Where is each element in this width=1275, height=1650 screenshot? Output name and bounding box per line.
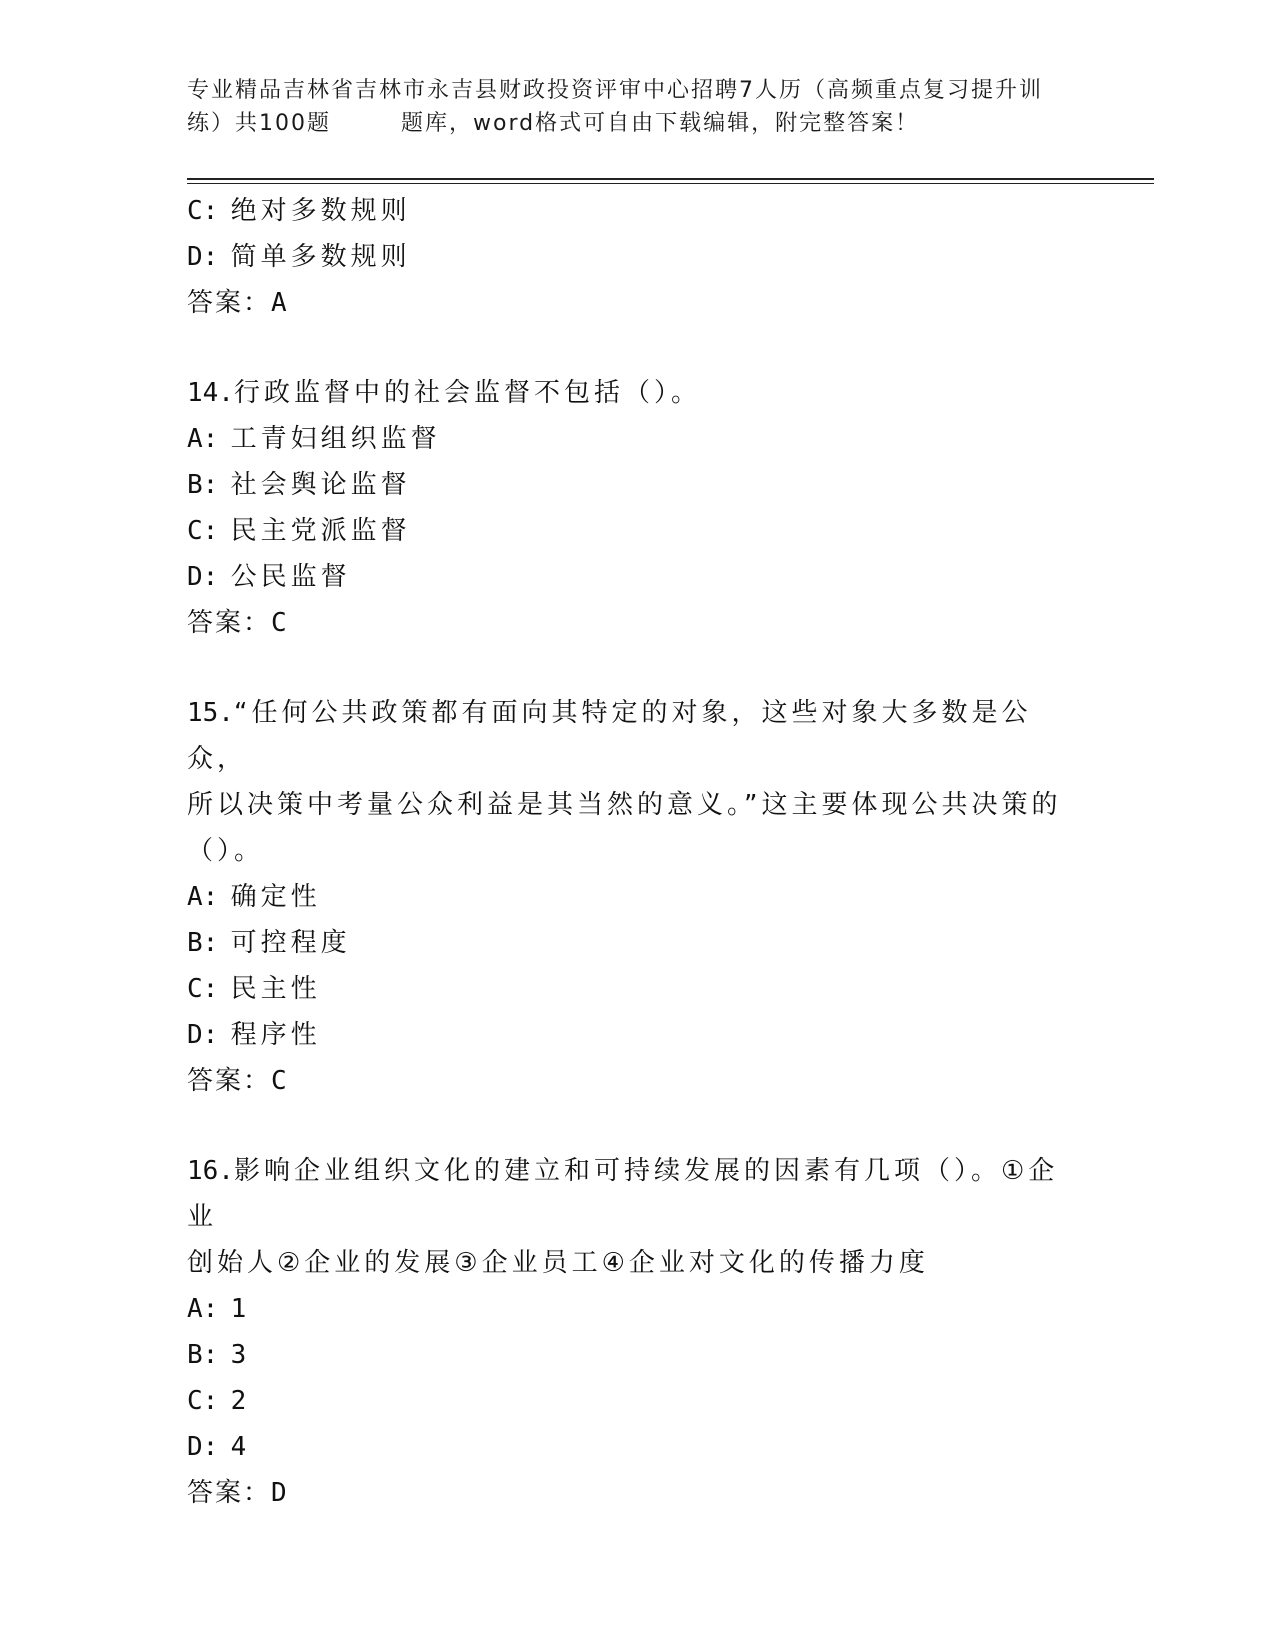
question-text-line-1: “任何公共政策都有面向其特定的对象，这些对象大多数是公众， (187, 698, 1032, 774)
question-stem (187, 370, 1087, 416)
option-b (187, 1332, 1087, 1378)
option-d (187, 1012, 1087, 1058)
question-stem (187, 1148, 1087, 1240)
question-14 (187, 370, 1087, 646)
option-text: 工青妇组织监督 (230, 424, 441, 454)
header-line-2 (187, 107, 1087, 140)
option-c (187, 188, 1087, 234)
answer-label: 答案： (187, 288, 272, 318)
answer-line (187, 280, 1087, 326)
option-c (187, 508, 1087, 554)
question-stem (187, 690, 1087, 782)
question-number: 15. (187, 698, 234, 728)
question-text: 行政监督中的社会监督不包括（）。 (233, 378, 701, 408)
question-text-line-2: 创始人②企业的发展③企业员工④企业对文化的传播力度 (187, 1248, 929, 1278)
answer-label: 答案： (187, 1478, 272, 1508)
option-letter: C: (187, 516, 219, 546)
answer-value: C (271, 608, 287, 638)
answer-line (187, 600, 1087, 646)
option-b (187, 920, 1087, 966)
answer-line (187, 1058, 1087, 1104)
header-rule-thick (187, 178, 1154, 180)
option-text: 社会舆论监督 (230, 470, 411, 500)
option-a (187, 874, 1087, 920)
option-letter: D: (187, 1020, 219, 1050)
option-letter: B: (187, 928, 219, 958)
option-letter: C: (187, 196, 219, 226)
option-text: 简单多数规则 (230, 242, 411, 272)
header-line-2-part-2: 题库，word格式可自由下载编辑，附完整答案！ (401, 111, 920, 136)
answer-value: C (271, 1066, 287, 1096)
option-letter: C: (187, 974, 219, 1004)
question-number: 16. (187, 1156, 234, 1186)
option-letter: A: (187, 424, 219, 454)
header-rule-thin (187, 183, 1154, 184)
option-text: 确定性 (230, 882, 321, 912)
option-text: 2 (230, 1386, 247, 1416)
option-letter: C: (187, 1386, 219, 1416)
option-c (187, 1378, 1087, 1424)
option-text: 4 (230, 1432, 247, 1462)
option-text: 民主性 (230, 974, 321, 1004)
question-text-line-3: （）。 (187, 836, 265, 866)
option-a (187, 1286, 1087, 1332)
option-text: 民主党派监督 (230, 516, 411, 546)
option-b (187, 462, 1087, 508)
header-line-2-part-1: 练）共100题 (187, 111, 331, 136)
question-text-line-1: 影响企业组织文化的建立和可持续发展的因素有几项（）。①企业 (187, 1156, 1059, 1232)
option-text: 1 (230, 1294, 247, 1324)
option-text: 程序性 (230, 1020, 321, 1050)
option-d (187, 234, 1087, 280)
answer-line (187, 1470, 1087, 1516)
question-number: 14. (187, 378, 234, 408)
question-16 (187, 1148, 1087, 1516)
option-letter: D: (187, 562, 219, 592)
option-letter: A: (187, 882, 219, 912)
option-text: 公民监督 (230, 562, 351, 592)
option-c (187, 966, 1087, 1012)
question-15 (187, 690, 1087, 1104)
option-text: 绝对多数规则 (230, 196, 411, 226)
option-letter: D: (187, 242, 219, 272)
option-text: 3 (230, 1340, 247, 1370)
question-list (187, 188, 1087, 1516)
answer-value: A (271, 288, 287, 318)
answer-label: 答案： (187, 608, 272, 638)
option-text: 可控程度 (230, 928, 351, 958)
option-letter: B: (187, 1340, 219, 1370)
option-letter: A: (187, 1294, 219, 1324)
option-d (187, 1424, 1087, 1470)
answer-value: D (271, 1478, 287, 1508)
question-text-line-2: 所以决策中考量公众利益是其当然的意义。”这主要体现公共决策的 (187, 790, 1062, 820)
answer-label: 答案： (187, 1066, 272, 1096)
option-a (187, 416, 1087, 462)
question-13-tail (187, 188, 1087, 326)
page-header (187, 74, 1087, 140)
option-letter: D: (187, 1432, 219, 1462)
option-d (187, 554, 1087, 600)
option-letter: B: (187, 470, 219, 500)
header-line-1: 专业精品吉林省吉林市永吉县财政投资评审中心招聘7人历（高频重点复习提升训 (187, 78, 1043, 103)
